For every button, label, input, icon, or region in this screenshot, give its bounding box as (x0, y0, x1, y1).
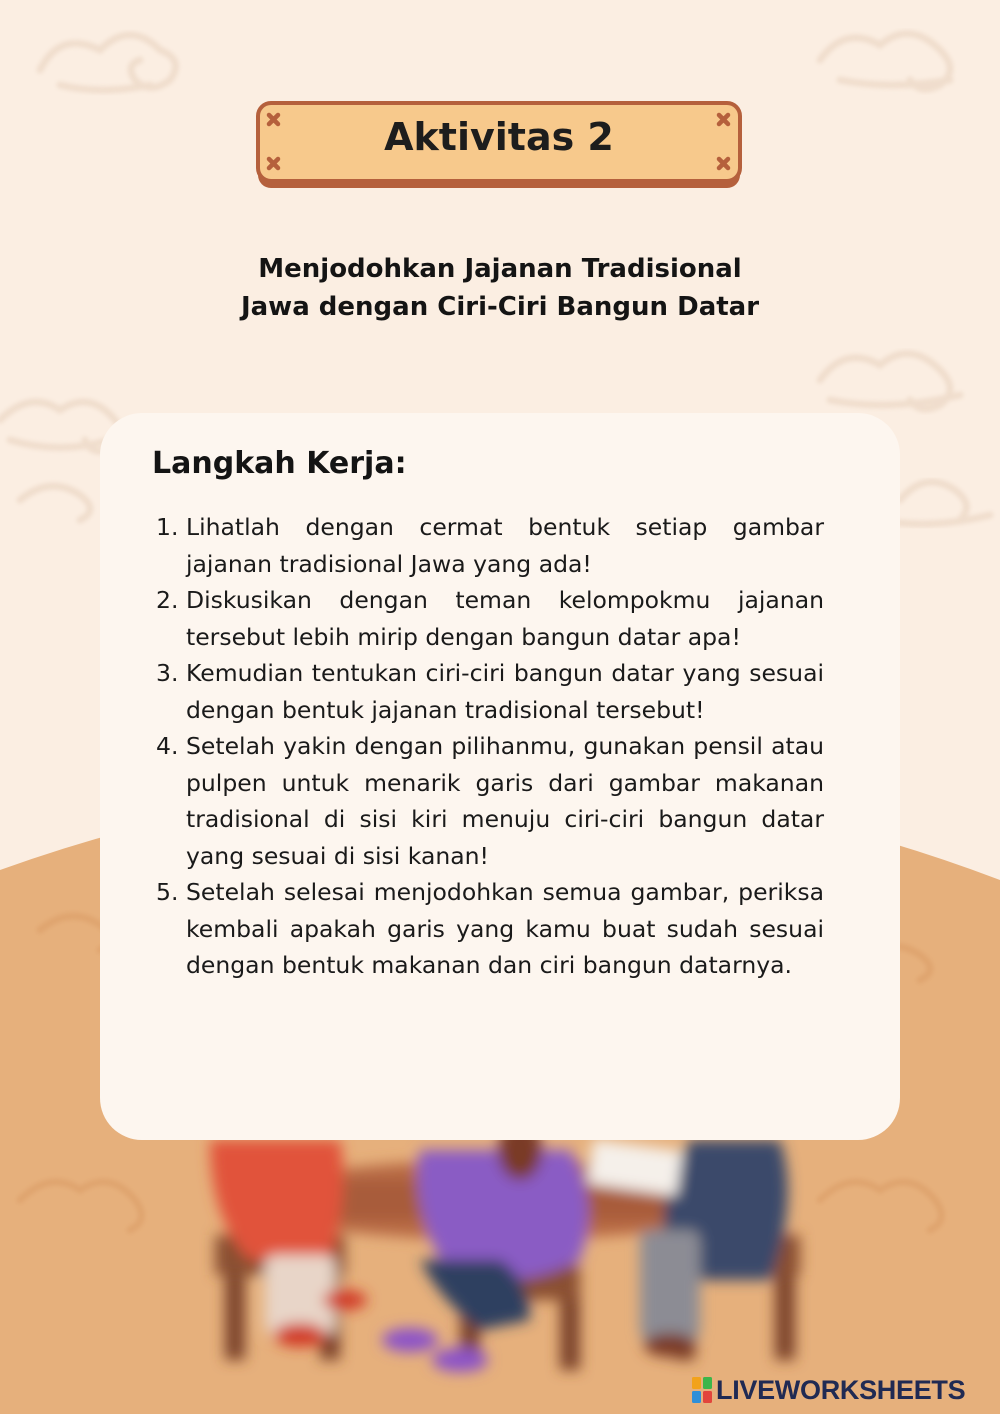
step-number: 2. (156, 586, 179, 614)
subtitle-line-1: Menjodohkan Jajanan Tradisional (258, 254, 742, 284)
step-text: Diskusikan dengan teman kelompokmu jajanan tersebut lebih mirip dengan bangun datar apa! (186, 586, 824, 651)
step-item (156, 582, 824, 655)
step-number: 1. (156, 513, 179, 541)
title-banner (256, 101, 742, 191)
liveworksheets-logo-icon (692, 1377, 712, 1403)
step-item (156, 874, 824, 984)
step-number: 3. (156, 659, 179, 687)
watermark-text: LIVEWORKSHEETS (716, 1374, 966, 1405)
step-text: Setelah yakin dengan pilihanmu, gunakan pensil atau pulpen untuk menarik garis dari gambar makanan tradisional di sisi kiri menuju ciri-ciri bangun datar yang sesuai di sisi kanan! (186, 732, 824, 870)
steps-list (156, 509, 824, 984)
activity-subtitle (150, 250, 850, 326)
instructions-card (100, 413, 900, 1140)
step-text: Setelah selesai menjodohkan semua gambar, periksa kembali apakah garis yang kamu buat sudah sesuai dengan bentuk makanan dan ciri bangun datarnya. (186, 878, 824, 979)
page-title: Aktivitas 2 (384, 115, 614, 159)
cloud-ornament-icon (820, 34, 950, 89)
subtitle-line-2: Jawa dengan Ciri-Ciri Bangun Datar (240, 292, 760, 322)
step-number: 5. (156, 878, 179, 906)
step-item (156, 655, 824, 728)
step-number: 4. (156, 732, 179, 760)
step-text: Lihatlah dengan cermat bentuk setiap gambar jajanan tradisional Jawa yang ada! (186, 513, 824, 578)
step-item (156, 728, 824, 874)
steps-heading: Langkah Kerja: (152, 446, 407, 481)
cloud-ornament-icon (40, 35, 176, 90)
cloud-ornament-icon (820, 354, 960, 409)
step-text: Kemudian tentukan ciri-ciri bangun datar yang sesuai dengan bentuk jajanan tradisional tersebut! (186, 659, 824, 724)
liveworksheets-watermark[interactable] (692, 1374, 965, 1406)
step-item (156, 509, 824, 582)
